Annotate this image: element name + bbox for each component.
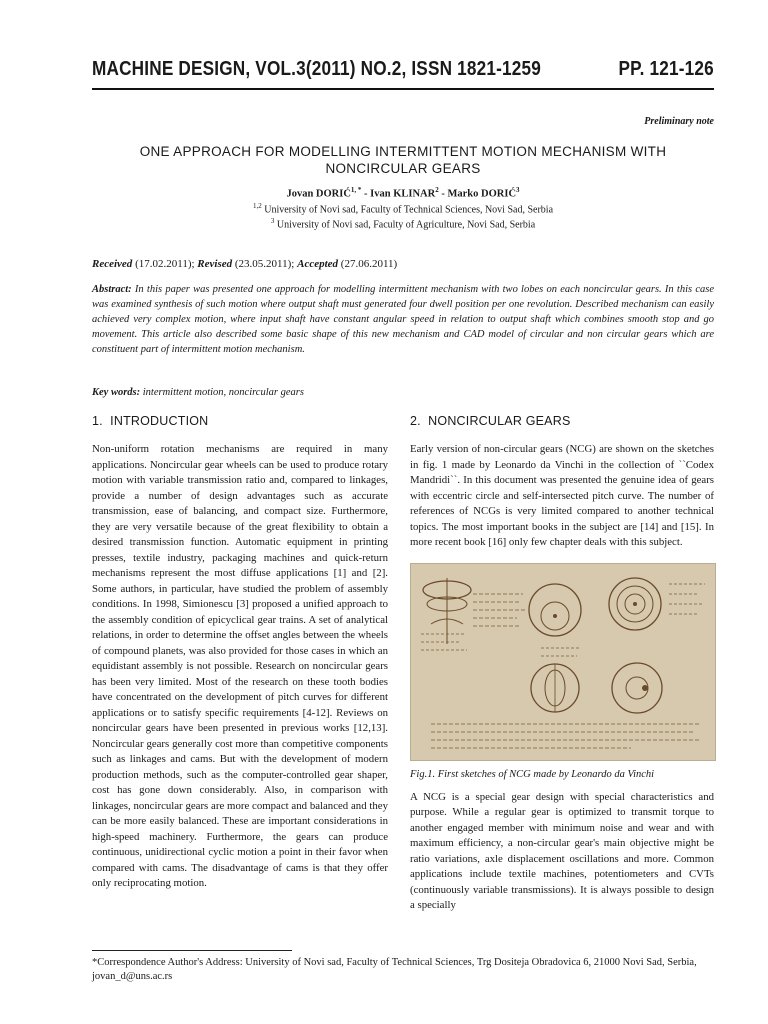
author-list — [92, 186, 714, 200]
leonardo-sketch-figure — [410, 563, 716, 761]
section-2-text-1: Early version of non-circular gears (NCG) are shown on the sketches in fig. 1 made by Leonardo da Vinchi in the collection of ``Codex Mandridi``. In this document was presented the genuine idea of gears with eccentric circle and self-intersected pitch curve. The number of references of NCGs is very limited compared to another technical topics. The most important books in the subject are [14] and [15]. In more recent book [16] only few chapter deals with this subject. — [410, 443, 714, 548]
author-3: Marko DORIĆ — [447, 188, 517, 200]
abstract-text: In this paper was presented one approach for modelling intermittent mechanism with two lobes on each noncircular gears. In this case was examined synthesis of such motion where output shaft must generated four dwell position per one revolution. Described mechanism can easily achieved very complex motion, where input shaft have constant angular speed in relation to output shaft which combines smooth stop and go movement. This article also described some basic shape of this new mechanism and CAD model of circular and non circular gears which are constituent part of intermittent motion mechanism. — [92, 284, 714, 355]
author-2-sup: 2 — [435, 186, 439, 194]
keywords — [92, 387, 714, 398]
accepted-date: (27.06.2011) — [338, 258, 398, 270]
section-1-heading: 1. INTRODUCTION — [92, 414, 209, 428]
author-3-sup: 3 — [516, 186, 520, 194]
paper-title — [92, 143, 714, 177]
affiliation-2-sup: 3 — [270, 217, 275, 225]
section-2-text-2: A NCG is a special gear design with special characteristics and purpose. While a regular gear is optimized to transmit torque to another engaged member with minimum noise and wear and with maximum efficiency, a non-circular gear's main objective might be ratio variations, axle displacement oscillations and more. Common applications include textile machines, potentiometers and CVTs (continuously variable transmissions). It is always possible to design a specially — [410, 790, 714, 911]
received-label: Received — [92, 258, 133, 270]
abstract-label: Abstract: — [92, 284, 132, 295]
header-rule — [92, 88, 714, 90]
title-line-1: ONE APPROACH FOR MODELLING INTERMITTENT MOTION MECHANISM WITH — [139, 144, 667, 159]
affiliation-1-text: University of Novi sad, Faculty of Technical Sciences, Novi Sad, Serbia — [261, 204, 554, 216]
affiliation-1 — [92, 202, 714, 215]
title-line-2: NONCIRCULAR GEARS — [325, 161, 481, 176]
author-sep-1: - — [361, 188, 371, 200]
author-1-sup: 1, * — [350, 186, 362, 194]
affiliation-2-text: University of Novi sad, Faculty of Agriculture, Novi Sad, Serbia — [274, 219, 536, 231]
received-date: (17.02.2011); — [132, 258, 198, 270]
article-dates — [92, 258, 714, 270]
journal-header — [92, 56, 714, 88]
author-sep-2: - — [438, 188, 448, 200]
keywords-text: intermittent motion, noncircular gears — [140, 387, 304, 398]
page-range: PP. 121-126 — [618, 58, 714, 80]
figure-1-caption: Fig.1. First sketches of NCG made by Leonardo da Vinchi — [410, 768, 655, 780]
revised-label: Revised — [197, 258, 233, 270]
abstract — [92, 282, 714, 357]
correspondence-footnote: *Correspondence Author's Address: University of Novi sad, Faculty of Technical Sciences, Trg Dositeja Obradovica 6, 21000 Novi Sad, Serbia, jovan_d@uns.ac.rs — [92, 957, 697, 982]
accepted-label: Accepted — [297, 258, 339, 270]
affiliation-2 — [92, 217, 714, 230]
right-column — [410, 414, 714, 914]
footnote-rule — [92, 950, 292, 951]
revised-date: (23.05.2011); — [232, 258, 298, 270]
keywords-label: Key words: — [92, 387, 141, 398]
left-column — [92, 414, 388, 892]
journal-name: MACHINE DESIGN, VOL.3(2011) NO.2, ISSN 1821-1259 — [92, 58, 541, 80]
section-1-text: Non-uniform rotation mechanisms are required in many applications. Noncircular gear wheels can be used to produce rotary motion with variable transmission ratio and, compared to linkages, provide a number of design advantages such as accurate transmission, ease of balancing, and compact size. Furthermore, they are very versatile because of the great flexibility to obtain a desired transmission function. Automatic equipment in printing presses, textile industry, packaging machines and quick-return mechanisms represent the most diffuse applications [1] and [2]. Some authors, in particular, have studied the problem of assembly conditions. In 1998, Simionescu [3] proposed a unified approach to the assembly condition of epicyclical gear trains. A set of analytical relations, in order to determine the offset angles between the wheels of compound planets, was also provided for those cases in which an equidistant assembly is not possible. Research on noncircular gears has been very limited. Most of the research on these tooth bodies have concentrated on the development of pitch curves for different applications or to satisfy specific requirements [4-12]. Reviews on noncircular gears have been presented in previous works [12,13]. Noncircular gears generally cost more than competitive components such as linkages and cams. But with the development of modern production methods, such as the computer-controlled gear shaper, cost has gone down considerably. Also, in comparison with linkages, noncircular gears are more compact and balanced and they can be more easily balanced. These are important considerations in high-speed machinery. Furthermore, the gears can produce continuous, unidirectional cyclic motion a point in their favor when compared with cams. The disadvantage of cams is that they offer only reciprocating motion. — [92, 443, 388, 889]
sketch-drawing — [411, 564, 715, 760]
affiliation-1-sup: 1,2 — [252, 202, 262, 210]
author-1: Jovan DORIĆ — [286, 188, 351, 200]
section-2-heading: 2. NONCIRCULAR GEARS — [410, 414, 571, 428]
preliminary-note: Preliminary note — [644, 116, 714, 127]
author-2: Ivan KLINAR — [370, 188, 436, 200]
